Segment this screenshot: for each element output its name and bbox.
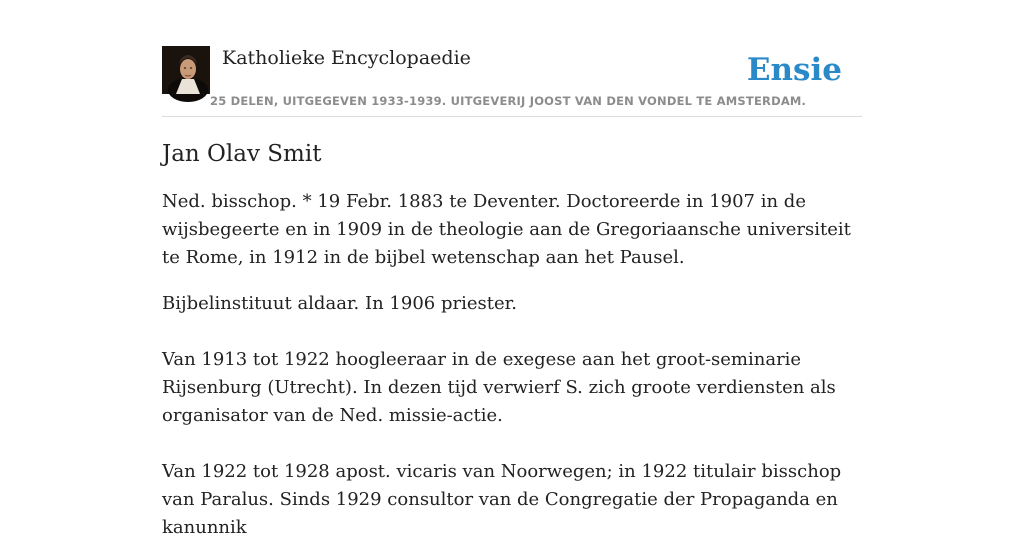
article-paragraph: Van 1922 tot 1928 apost. vicaris van Noorwegen; in 1922 titulair bisschop van Paralus. Sinds 1929 consultor van de Congregatie der Propaganda en kanunnik — [162, 461, 842, 538]
article-paragraph: Ned. bisschop. * 19 Febr. 1883 te Deventer. Doctoreerde in 1907 in de wijsbegeerte en in 1909 in de theologie aan de Gregoriaansche universiteit te Rome, in 1912 in de bijbel wetenschap aan het Pausel. — [162, 191, 851, 268]
article-title: Jan Olav Smit — [162, 141, 322, 167]
article — [162, 138, 862, 560]
avatar[interactable] — [162, 46, 210, 94]
portrait-icon — [162, 46, 210, 94]
article-paragraph: Bijbelinstituut aldaar. In 1906 priester. — [162, 293, 517, 314]
brand-logo[interactable]: Ensie — [746, 52, 842, 88]
article-paragraph: Van 1913 tot 1922 hoogleeraar in de exegese aan het groot-seminarie Rijsenburg (Utrecht). In dezen tijd verwierf S. zich groote verdiensten als organisator van de Ned. missie-actie. — [162, 349, 836, 426]
source-title[interactable]: Katholieke Encyclopaedie — [222, 47, 471, 69]
source-header — [162, 46, 862, 117]
source-meta: 25 DELEN, UITGEGEVEN 1933-1939. UITGEVERIJ JOOST VAN DEN VONDEL TE AMSTERDAM. — [210, 94, 807, 108]
